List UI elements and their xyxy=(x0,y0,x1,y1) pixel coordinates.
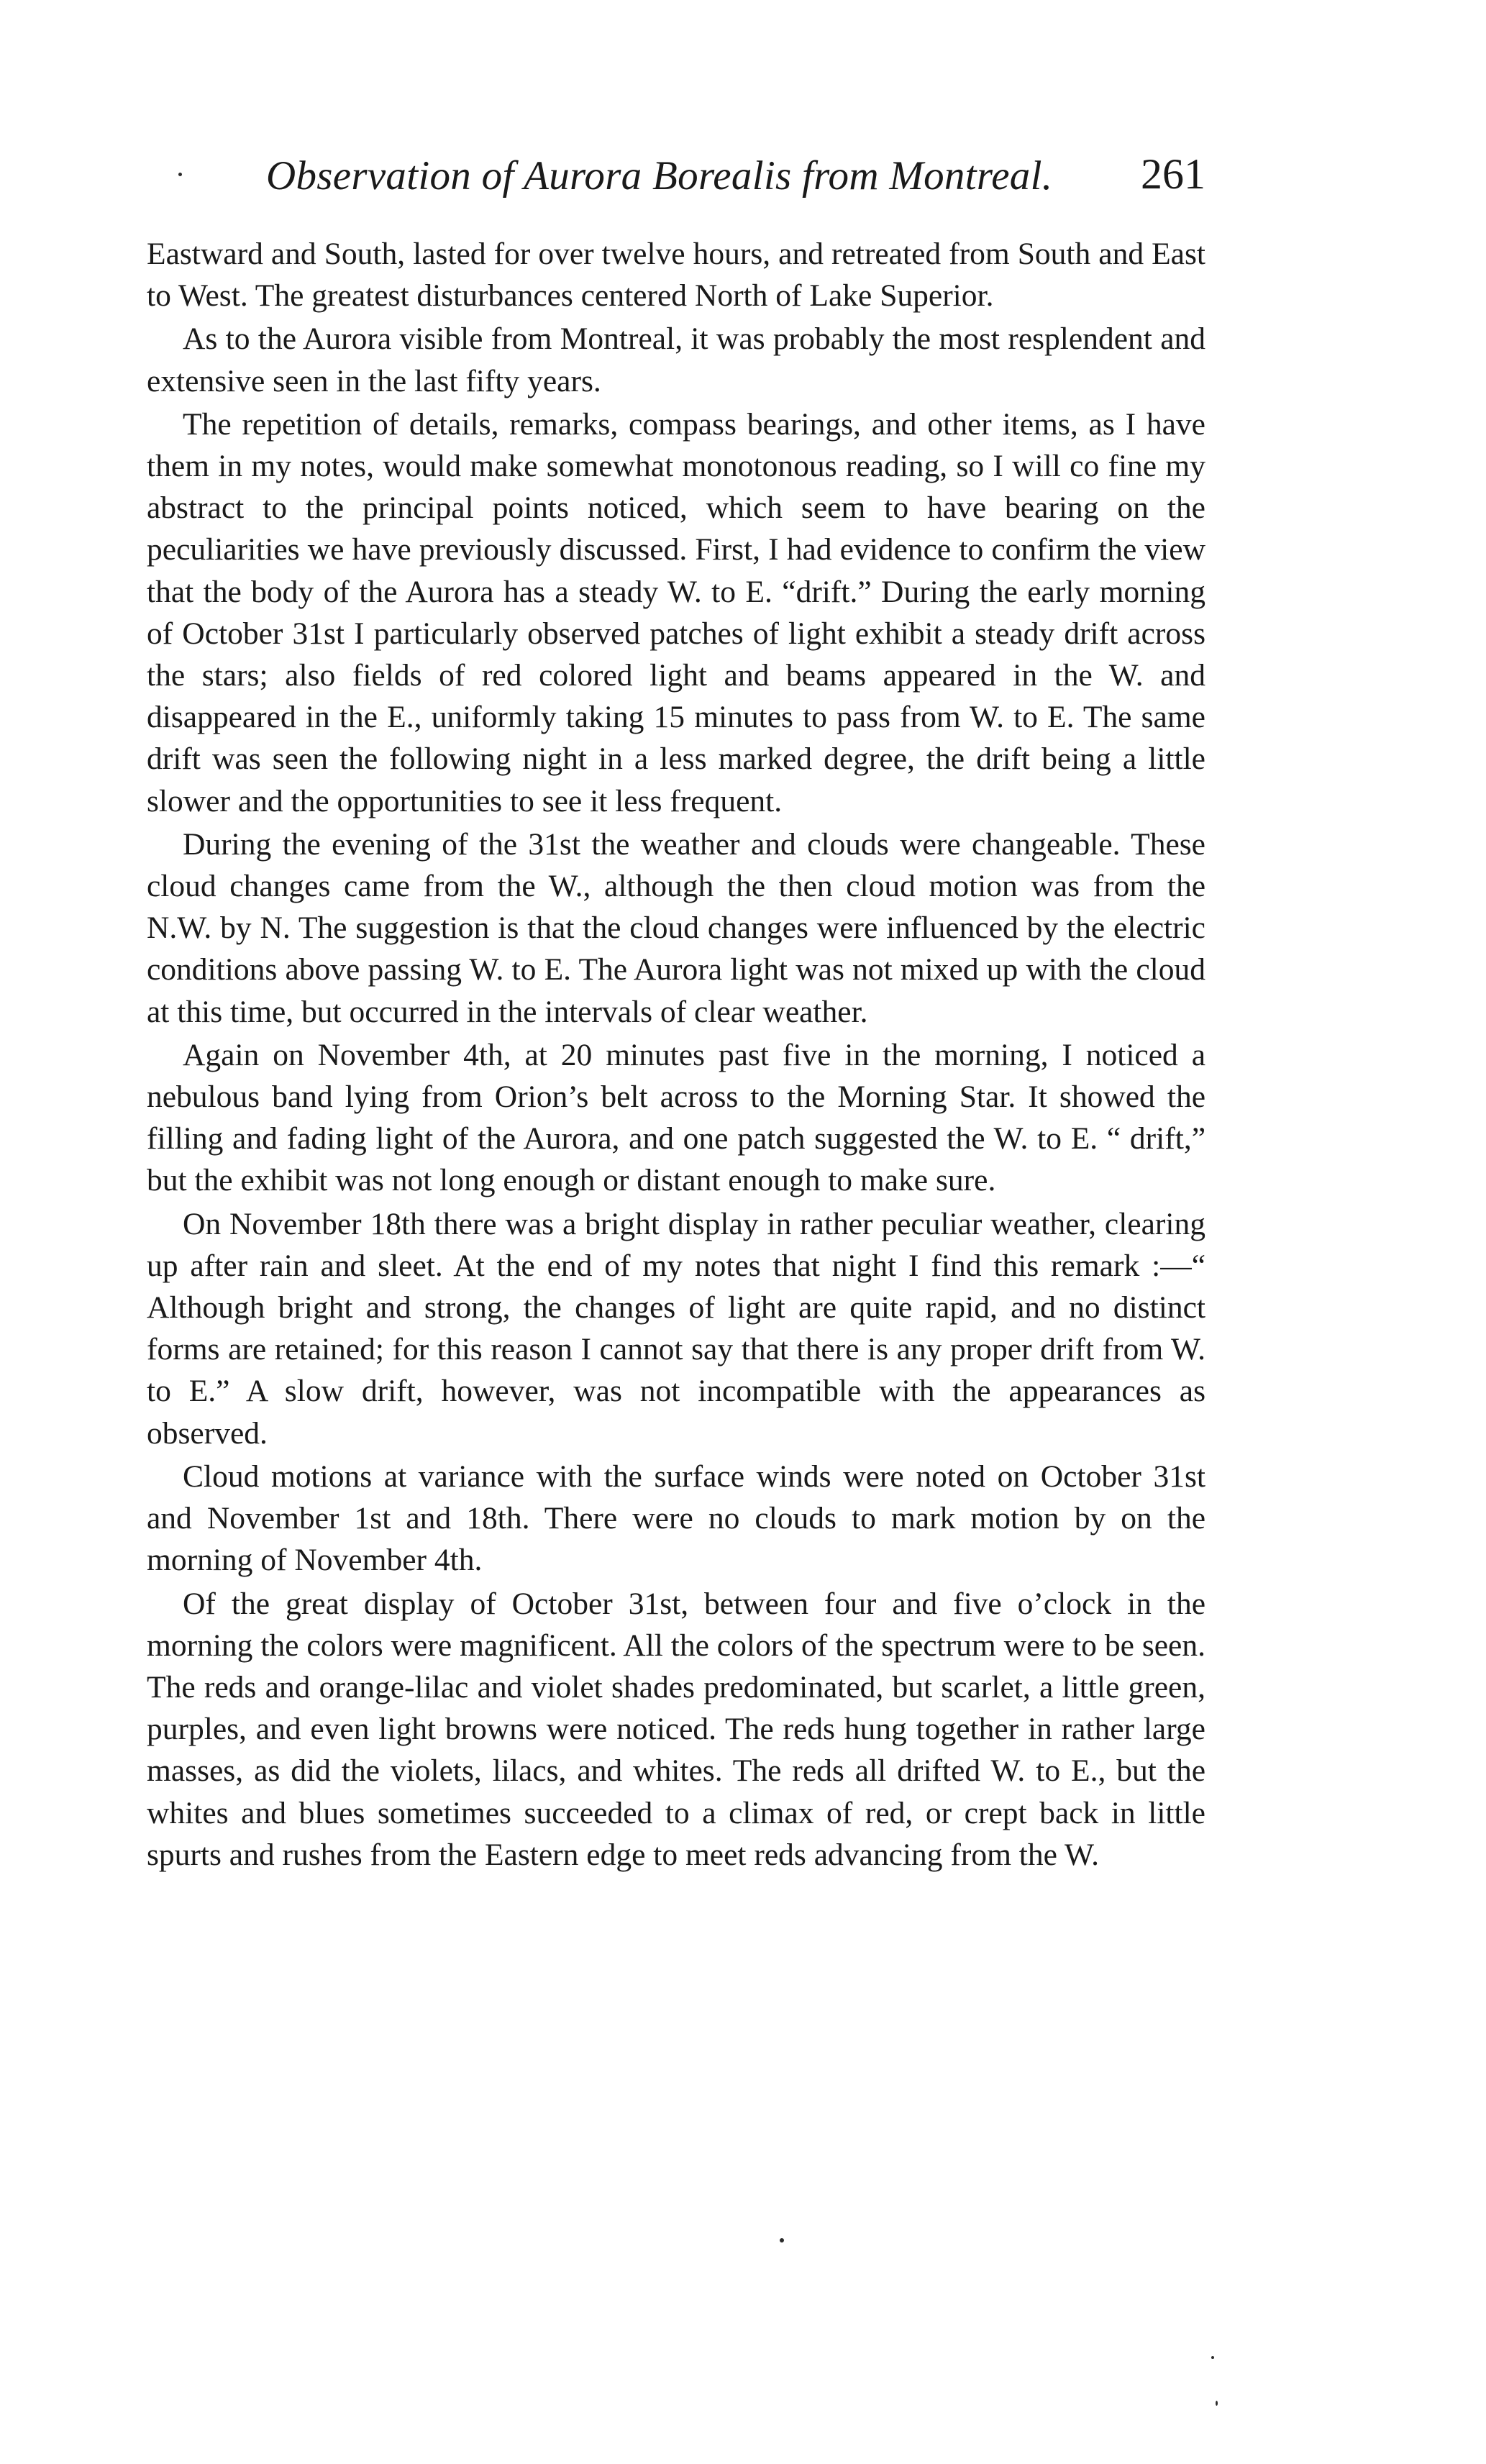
paragraph: The repetition of details, remarks, compass bearings, and other items, as I have them in my notes, would make somewhat monotonous reading, so I will co fine my abstract to the principal points noticed, which seem to have bearing on the peculiarities we have previously discussed. First, I had evidence to confirm the view that the body of the Aurora has a steady W. to E. “drift.” During the early morning of October 31st I particularly observed patches of light exhibit a steady drift across the stars; also fields of red colored light and beams appeared in the W. and disappeared in the E., uniformly taking 15 minutes to pass from W. to E. The same drift was seen the following night in a less marked degree, the drift being a little slower and the opportunities to see it less frequent. xyxy=(147,406,1205,818)
scan-speck xyxy=(780,2238,784,2242)
scan-speck xyxy=(1216,2401,1218,2406)
body-text xyxy=(147,233,1205,1877)
scan-speck xyxy=(1211,2356,1214,2359)
paragraph: Cloud motions at variance with the surface winds were noted on October 31st and November 1st and 18th. There were no clouds to mark motion by on the morning of November 4th. xyxy=(147,1459,1205,1578)
paragraph: As to the Aurora visible from Montreal, it was probably the most resplendent and extensive seen in the last fifty years. xyxy=(147,321,1205,398)
paragraph: During the evening of the 31st the weather and clouds were changeable. These cloud changes came from the W., although the then cloud motion was from the N.W. by N. The suggestion is that the cloud changes were influenced by the electric conditions above passing W. to E. The Aurora light was not mixed up with the cloud at this time, but occurred in the intervals of clear weather. xyxy=(147,826,1205,1029)
running-title: Observation of Aurora Borealis from Montreal. xyxy=(266,153,1053,199)
paragraph: On November 18th there was a bright display in rather peculiar weather, clearing up after rain and sleet. At the end of my notes that night I find this remark :—“ Although bright and strong, the changes of light are quite rapid, and no distinct forms are retained; for this reason I cannot say that there is any proper drift from W. to E.” A slow drift, however, was not incompatible with the appearances as observed. xyxy=(147,1206,1205,1451)
scan-speck xyxy=(178,173,182,176)
paragraph: Eastward and South, lasted for over twelve hours, and retreated from South and East to West. The greatest disturbances centered North of Lake Superior. xyxy=(147,237,1205,314)
paragraph: Of the great display of October 31st, between four and five o’clock in the morning the colors were magnificent. All the colors of the spectrum were to be seen. The reds and orange-lilac and violet shades predominated, but scarlet, a little green, purples, and even light browns were noticed. The reds hung together in rather large masses, as did the violets, lilacs, and whites. The reds all drifted W. to E., but the whites and blues sometimes succeeded to a climax of red, or crept back in little spurts and rushes from the Eastern edge to meet reds advancing from the W. xyxy=(147,1586,1205,1872)
paragraph: Again on November 4th, at 20 minutes past five in the morning, I noticed a nebulous band lying from Orion’s belt across to the Morning Star. It showed the filling and fading light of the Aurora, and one patch suggested the W. to E. “ drift,” but the exhibit was not long enough or distant enough to make sure. xyxy=(147,1037,1205,1198)
page-number: 261 xyxy=(1141,150,1205,198)
running-head xyxy=(147,150,1205,210)
